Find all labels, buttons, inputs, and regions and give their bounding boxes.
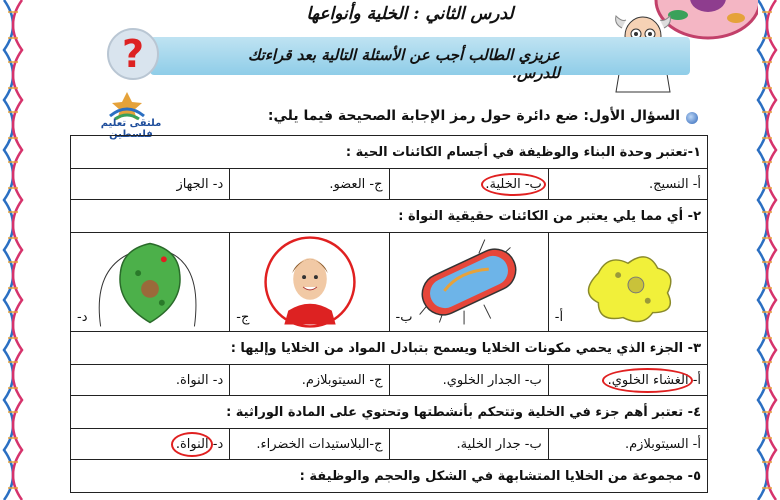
bullet-icon xyxy=(686,112,698,124)
q3-option-a[interactable] xyxy=(548,365,707,396)
q4-option-d-label: د- النواة. xyxy=(176,437,223,452)
q1-option-d[interactable]: د- الجهاز xyxy=(71,169,230,200)
question-4-stem: ٤- تعتبر أهم جزء في الخلية وتتحكم بأنشطتها وتحتوي على المادة الوراثية : xyxy=(71,396,708,429)
q2-option-b[interactable]: ب- xyxy=(389,233,548,332)
question-mark-icon xyxy=(106,27,160,81)
section-heading: السؤال الأول: ضع دائرة حول رمز الإجابة الصحيحة فيما يلي: xyxy=(267,108,680,124)
question-3-stem: ٣- الجزء الذي يحمي مكونات الخلايا ويسمح بتبادل المواد من الخلايا وإليها : xyxy=(71,332,708,365)
question-1-stem: ١-تعتبر وحدة البناء والوظيفة في أجسام الكائنات الحية : xyxy=(71,136,708,169)
q3-option-a-label: أ- الغشاء الخلوي. xyxy=(608,373,701,388)
q2-option-c[interactable]: ج- xyxy=(230,233,389,332)
lesson-title: لدرس الثاني : الخلية وأنواعها xyxy=(306,4,514,24)
bacterium-icon xyxy=(390,233,548,331)
question-2-stem: ٢- أي مما يلي يعتبر من الكائنات حقيقية النواة : xyxy=(71,200,708,233)
q4-option-d[interactable] xyxy=(71,429,230,460)
q4-option-b[interactable]: ب- جدار الخلية. xyxy=(389,429,548,460)
q4-option-c[interactable]: ج-البلاستيدات الخضراء. xyxy=(230,429,389,460)
q3-option-c[interactable]: ج- السيتوبلازم. xyxy=(230,365,389,396)
question-5-stem: ٥- مجموعة من الخلايا المتشابهة في الشكل والحجم والوظيفة : xyxy=(71,460,708,493)
q3-option-d[interactable]: د- النواة. xyxy=(71,365,230,396)
dna-border-right-icon xyxy=(754,0,780,500)
q1-option-c[interactable]: ج- العضو. xyxy=(230,169,389,200)
dna-border-left-icon xyxy=(0,0,26,500)
answer-circle-icon xyxy=(481,173,545,196)
q1-option-a[interactable]: أ- النسيج. xyxy=(548,169,707,200)
questions-table xyxy=(70,135,708,493)
q1-option-b[interactable] xyxy=(389,169,548,200)
answer-circle-icon xyxy=(171,432,213,457)
child-photo xyxy=(231,233,389,331)
amoeba-icon xyxy=(549,233,707,331)
instruction-text: عزيزي الطالب أجب عن الأسئلة التالية بعد قراءتك للدرس. xyxy=(248,46,560,82)
answer-circle-icon xyxy=(602,368,693,393)
q2-option-d[interactable]: د- xyxy=(71,233,230,332)
q2-option-a[interactable]: أ- xyxy=(548,233,707,332)
q4-option-a[interactable]: أ- السيتوبلازم. xyxy=(548,429,707,460)
logo-text: ملتقى تعليم فلسطين xyxy=(100,118,162,140)
svg-text:?: ? xyxy=(121,32,145,76)
euglena-icon xyxy=(71,233,229,331)
q1-option-b-label: ب- الخلية. xyxy=(485,177,541,192)
q3-option-b[interactable]: ب- الجدار الخلوي. xyxy=(389,365,548,396)
